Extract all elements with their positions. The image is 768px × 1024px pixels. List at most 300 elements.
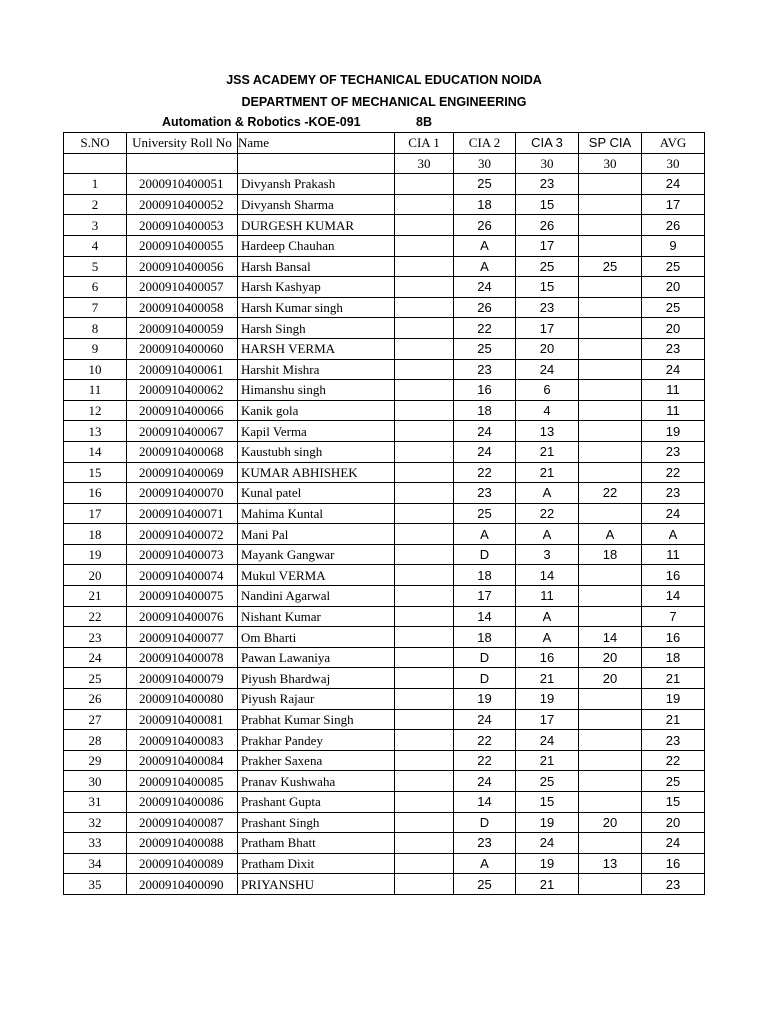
cell-roll: 2000910400085 [127, 771, 238, 792]
cell-cia2: 19 [454, 689, 516, 710]
cell-avg: 24 [642, 503, 705, 524]
cell-roll: 2000910400084 [127, 750, 238, 771]
cell-cia2: 14 [454, 792, 516, 813]
cell-spcia [579, 771, 642, 792]
cell-spcia: 20 [579, 647, 642, 668]
cell-cia1 [395, 380, 454, 401]
cell-name: DURGESH KUMAR [238, 215, 395, 236]
cell-sno: 18 [64, 524, 127, 545]
cell-sno: 7 [64, 297, 127, 318]
cell-name: Kanik gola [238, 400, 395, 421]
cell-sno: 24 [64, 647, 127, 668]
cell-cia1 [395, 194, 454, 215]
cell-sno: 14 [64, 441, 127, 462]
table-row [64, 174, 705, 195]
cell-spcia: A [579, 524, 642, 545]
cell-avg: 23 [642, 483, 705, 504]
cell-cia3: 14 [516, 565, 579, 586]
cell-roll: 2000910400089 [127, 853, 238, 874]
cell-avg: 26 [642, 215, 705, 236]
table-row [64, 771, 705, 792]
cell-cia3: 21 [516, 462, 579, 483]
cell-avg: 23 [642, 874, 705, 895]
cell-spcia [579, 380, 642, 401]
cell-roll: 2000910400074 [127, 565, 238, 586]
cell-roll: 2000910400075 [127, 586, 238, 607]
cell-roll: 2000910400083 [127, 730, 238, 751]
cell-roll: 2000910400052 [127, 194, 238, 215]
cell-roll: 2000910400055 [127, 235, 238, 256]
cell-sno: 3 [64, 215, 127, 236]
cell-cia1 [395, 235, 454, 256]
cell-spcia [579, 565, 642, 586]
student-rows [64, 174, 705, 895]
cell-sno: 5 [64, 256, 127, 277]
cell-cia3: 15 [516, 194, 579, 215]
table-row [64, 400, 705, 421]
cell-name: Prakhar Pandey [238, 730, 395, 751]
cell-cia2: A [454, 235, 516, 256]
cell-name: HARSH VERMA [238, 338, 395, 359]
max-spcia: 30 [579, 153, 642, 174]
table-row [64, 318, 705, 339]
cell-roll: 2000910400059 [127, 318, 238, 339]
cell-avg: 23 [642, 441, 705, 462]
cell-cia3: 21 [516, 874, 579, 895]
max-avg: 30 [642, 153, 705, 174]
cell-roll: 2000910400073 [127, 544, 238, 565]
table-row [64, 565, 705, 586]
cell-name: Divyansh Sharma [238, 194, 395, 215]
cell-name: Divyansh Prakash [238, 174, 395, 195]
cell-cia2: 25 [454, 338, 516, 359]
cell-cia1 [395, 606, 454, 627]
cell-spcia: 13 [579, 853, 642, 874]
table-row [64, 483, 705, 504]
cell-roll: 2000910400058 [127, 297, 238, 318]
table-row [64, 647, 705, 668]
header-cia2: CIA 2 [454, 133, 516, 154]
cell-spcia: 14 [579, 627, 642, 648]
cell-name: Mani Pal [238, 524, 395, 545]
cell-spcia: 20 [579, 668, 642, 689]
cell-spcia [579, 586, 642, 607]
cell-name: Pawan Lawaniya [238, 647, 395, 668]
cell-cia2: 26 [454, 215, 516, 236]
cell-roll: 2000910400078 [127, 647, 238, 668]
cell-name: Pranav Kushwaha [238, 771, 395, 792]
table-row [64, 235, 705, 256]
department-title: DEPARTMENT OF MECHANICAL ENGINEERING [241, 95, 527, 109]
table-row [64, 627, 705, 648]
cell-avg: 15 [642, 792, 705, 813]
cell-spcia [579, 833, 642, 854]
cell-cia2: 24 [454, 277, 516, 298]
cell-name: Harsh Bansal [238, 256, 395, 277]
max-empty-roll [127, 153, 238, 174]
cell-cia1 [395, 359, 454, 380]
cell-name: Prakher Saxena [238, 750, 395, 771]
cell-cia2: 16 [454, 380, 516, 401]
cell-spcia [579, 215, 642, 236]
cell-cia3: 23 [516, 174, 579, 195]
table-row [64, 359, 705, 380]
cell-roll: 2000910400066 [127, 400, 238, 421]
cell-avg: 17 [642, 194, 705, 215]
cell-sno: 33 [64, 833, 127, 854]
cell-roll: 2000910400076 [127, 606, 238, 627]
cell-sno: 13 [64, 421, 127, 442]
cell-cia3: 21 [516, 441, 579, 462]
cell-cia3: 19 [516, 853, 579, 874]
cell-name: Hardeep Chauhan [238, 235, 395, 256]
cell-cia1 [395, 586, 454, 607]
cell-cia1 [395, 627, 454, 648]
cell-avg: 20 [642, 812, 705, 833]
course-title: Automation & Robotics -KOE-091 [162, 115, 361, 129]
cell-cia3: 26 [516, 215, 579, 236]
cell-avg: 23 [642, 338, 705, 359]
cell-sno: 6 [64, 277, 127, 298]
cell-cia2: 18 [454, 400, 516, 421]
cell-cia2: A [454, 853, 516, 874]
cell-cia1 [395, 524, 454, 545]
cell-cia1 [395, 771, 454, 792]
cell-sno: 26 [64, 689, 127, 710]
cell-sno: 21 [64, 586, 127, 607]
section-label: 8B [416, 115, 432, 129]
cell-name: Piyush Rajaur [238, 689, 395, 710]
cell-cia2: D [454, 812, 516, 833]
cell-cia2: 25 [454, 874, 516, 895]
cell-sno: 23 [64, 627, 127, 648]
table-row [64, 462, 705, 483]
cell-spcia [579, 338, 642, 359]
cell-roll: 2000910400053 [127, 215, 238, 236]
cell-roll: 2000910400060 [127, 338, 238, 359]
cell-cia2: 18 [454, 627, 516, 648]
cell-spcia [579, 462, 642, 483]
cell-roll: 2000910400057 [127, 277, 238, 298]
table-row [64, 874, 705, 895]
table-row [64, 709, 705, 730]
table-row [64, 792, 705, 813]
cell-name: Nandini Agarwal [238, 586, 395, 607]
table-row [64, 277, 705, 298]
cell-sno: 12 [64, 400, 127, 421]
cell-cia2: 23 [454, 833, 516, 854]
cell-avg: 11 [642, 544, 705, 565]
max-cia1: 30 [395, 153, 454, 174]
cell-roll: 2000910400088 [127, 833, 238, 854]
cell-cia1 [395, 792, 454, 813]
cell-cia3: 22 [516, 503, 579, 524]
cell-sno: 35 [64, 874, 127, 895]
cell-sno: 29 [64, 750, 127, 771]
cell-sno: 9 [64, 338, 127, 359]
cell-spcia [579, 441, 642, 462]
cell-cia2: 23 [454, 359, 516, 380]
cell-avg: A [642, 524, 705, 545]
cell-avg: 22 [642, 750, 705, 771]
table-row [64, 689, 705, 710]
cell-cia1 [395, 874, 454, 895]
cell-cia3: 19 [516, 689, 579, 710]
cell-spcia [579, 359, 642, 380]
cell-cia3: 24 [516, 730, 579, 751]
table-row [64, 194, 705, 215]
cell-cia1 [395, 462, 454, 483]
cell-avg: 19 [642, 421, 705, 442]
cell-cia3: 23 [516, 297, 579, 318]
table-row [64, 606, 705, 627]
header-name: Name [238, 133, 395, 154]
cell-roll: 2000910400077 [127, 627, 238, 648]
cell-cia2: 22 [454, 750, 516, 771]
cell-cia1 [395, 709, 454, 730]
cell-cia1 [395, 565, 454, 586]
cell-avg: 21 [642, 668, 705, 689]
cell-roll: 2000910400087 [127, 812, 238, 833]
cell-cia2: 22 [454, 730, 516, 751]
cell-roll: 2000910400071 [127, 503, 238, 524]
cell-cia3: 21 [516, 750, 579, 771]
header-sno: S.NO [64, 133, 127, 154]
cell-cia2: 14 [454, 606, 516, 627]
cell-cia3: 21 [516, 668, 579, 689]
cell-cia2: D [454, 668, 516, 689]
cell-spcia [579, 277, 642, 298]
cell-cia1 [395, 750, 454, 771]
cell-roll: 2000910400072 [127, 524, 238, 545]
cell-avg: 25 [642, 297, 705, 318]
cell-sno: 30 [64, 771, 127, 792]
cell-roll: 2000910400070 [127, 483, 238, 504]
cell-cia3: 11 [516, 586, 579, 607]
cell-cia3: 15 [516, 792, 579, 813]
table-row [64, 421, 705, 442]
cell-cia1 [395, 503, 454, 524]
cell-cia3: 13 [516, 421, 579, 442]
cell-sno: 15 [64, 462, 127, 483]
cell-avg: 11 [642, 380, 705, 401]
cell-cia1 [395, 647, 454, 668]
max-cia3: 30 [516, 153, 579, 174]
cell-spcia [579, 792, 642, 813]
cell-name: Harsh Kumar singh [238, 297, 395, 318]
cell-name: Harsh Singh [238, 318, 395, 339]
cell-roll: 2000910400081 [127, 709, 238, 730]
cell-sno: 10 [64, 359, 127, 380]
cell-cia2: 22 [454, 318, 516, 339]
cell-name: PRIYANSHU [238, 874, 395, 895]
cell-avg: 16 [642, 853, 705, 874]
table-row [64, 441, 705, 462]
cell-sno: 28 [64, 730, 127, 751]
cell-spcia [579, 606, 642, 627]
institution-title: JSS ACADEMY OF TECHANICAL EDUCATION NOIDA [226, 73, 542, 87]
cell-cia1 [395, 215, 454, 236]
cell-spcia [579, 235, 642, 256]
cell-spcia [579, 503, 642, 524]
header-roll: University Roll No [127, 133, 238, 154]
cell-cia2: A [454, 524, 516, 545]
cell-cia3: 25 [516, 771, 579, 792]
cell-cia1 [395, 421, 454, 442]
cell-roll: 2000910400086 [127, 792, 238, 813]
cell-cia2: D [454, 647, 516, 668]
table-row [64, 812, 705, 833]
cell-name: Kunal patel [238, 483, 395, 504]
cell-sno: 8 [64, 318, 127, 339]
header-cia3: CIA 3 [516, 133, 579, 154]
marks-table [63, 132, 705, 895]
cell-name: KUMAR ABHISHEK [238, 462, 395, 483]
cell-sno: 27 [64, 709, 127, 730]
cell-roll: 2000910400056 [127, 256, 238, 277]
cell-sno: 25 [64, 668, 127, 689]
cell-avg: 25 [642, 771, 705, 792]
max-cia2: 30 [454, 153, 516, 174]
cell-name: Prabhat Kumar Singh [238, 709, 395, 730]
cell-cia2: 25 [454, 503, 516, 524]
cell-name: Kapil Verma [238, 421, 395, 442]
cell-avg: 7 [642, 606, 705, 627]
table-row [64, 730, 705, 751]
cell-cia1 [395, 812, 454, 833]
cell-cia3: A [516, 606, 579, 627]
cell-roll: 2000910400069 [127, 462, 238, 483]
cell-name: Mayank Gangwar [238, 544, 395, 565]
cell-sno: 34 [64, 853, 127, 874]
cell-cia2: 18 [454, 565, 516, 586]
table-row [64, 338, 705, 359]
cell-sno: 1 [64, 174, 127, 195]
cell-cia1 [395, 689, 454, 710]
cell-sno: 22 [64, 606, 127, 627]
cell-avg: 16 [642, 627, 705, 648]
cell-roll: 2000910400090 [127, 874, 238, 895]
cell-cia1 [395, 730, 454, 751]
cell-spcia [579, 730, 642, 751]
cell-cia1 [395, 318, 454, 339]
cell-avg: 20 [642, 318, 705, 339]
cell-avg: 14 [642, 586, 705, 607]
cell-roll: 2000910400061 [127, 359, 238, 380]
cell-spcia [579, 194, 642, 215]
max-marks-row [64, 153, 705, 174]
cell-roll: 2000910400051 [127, 174, 238, 195]
header-avg: AVG [642, 133, 705, 154]
cell-avg: 19 [642, 689, 705, 710]
cell-name: Mukul VERMA [238, 565, 395, 586]
cell-cia2: 24 [454, 709, 516, 730]
cell-cia2: D [454, 544, 516, 565]
table-row [64, 524, 705, 545]
cell-avg: 23 [642, 730, 705, 751]
header-cia1: CIA 1 [395, 133, 454, 154]
cell-spcia: 25 [579, 256, 642, 277]
cell-sno: 20 [64, 565, 127, 586]
cell-spcia: 22 [579, 483, 642, 504]
cell-sno: 32 [64, 812, 127, 833]
cell-name: Harsh Kashyap [238, 277, 395, 298]
cell-cia3: 16 [516, 647, 579, 668]
cell-avg: 24 [642, 833, 705, 854]
table-row [64, 297, 705, 318]
cell-cia3: A [516, 524, 579, 545]
cell-spcia [579, 400, 642, 421]
cell-cia3: 3 [516, 544, 579, 565]
table-row [64, 544, 705, 565]
table-row [64, 586, 705, 607]
cell-cia3: 24 [516, 359, 579, 380]
cell-sno: 17 [64, 503, 127, 524]
cell-sno: 31 [64, 792, 127, 813]
cell-roll: 2000910400080 [127, 689, 238, 710]
cell-name: Om Bharti [238, 627, 395, 648]
cell-cia3: 20 [516, 338, 579, 359]
cell-roll: 2000910400068 [127, 441, 238, 462]
cell-spcia [579, 709, 642, 730]
cell-spcia [579, 874, 642, 895]
table-row [64, 215, 705, 236]
cell-name: Harshit Mishra [238, 359, 395, 380]
cell-roll: 2000910400062 [127, 380, 238, 401]
cell-cia1 [395, 853, 454, 874]
cell-cia3: 17 [516, 318, 579, 339]
cell-cia1 [395, 400, 454, 421]
cell-name: Himanshu singh [238, 380, 395, 401]
table-row [64, 853, 705, 874]
cell-cia1 [395, 668, 454, 689]
cell-avg: 21 [642, 709, 705, 730]
table-row [64, 833, 705, 854]
cell-roll: 2000910400079 [127, 668, 238, 689]
cell-cia1 [395, 833, 454, 854]
cell-cia1 [395, 483, 454, 504]
cell-cia3: 6 [516, 380, 579, 401]
cell-avg: 22 [642, 462, 705, 483]
cell-spcia [579, 421, 642, 442]
cell-cia3: 4 [516, 400, 579, 421]
cell-cia3: 17 [516, 709, 579, 730]
cell-name: Piyush Bhardwaj [238, 668, 395, 689]
cell-avg: 25 [642, 256, 705, 277]
cell-cia3: 19 [516, 812, 579, 833]
table-row [64, 503, 705, 524]
cell-cia1 [395, 297, 454, 318]
cell-sno: 4 [64, 235, 127, 256]
cell-cia2: 24 [454, 421, 516, 442]
cell-name: Prashant Gupta [238, 792, 395, 813]
cell-cia3: 17 [516, 235, 579, 256]
header-spcia: SP CIA [579, 133, 642, 154]
cell-cia3: 24 [516, 833, 579, 854]
cell-name: Pratham Dixit [238, 853, 395, 874]
cell-cia2: A [454, 256, 516, 277]
cell-name: Pratham Bhatt [238, 833, 395, 854]
cell-cia1 [395, 277, 454, 298]
cell-cia2: 17 [454, 586, 516, 607]
cell-sno: 19 [64, 544, 127, 565]
cell-avg: 18 [642, 647, 705, 668]
cell-spcia [579, 750, 642, 771]
cell-cia2: 24 [454, 441, 516, 462]
cell-spcia: 20 [579, 812, 642, 833]
cell-sno: 16 [64, 483, 127, 504]
cell-cia1 [395, 338, 454, 359]
